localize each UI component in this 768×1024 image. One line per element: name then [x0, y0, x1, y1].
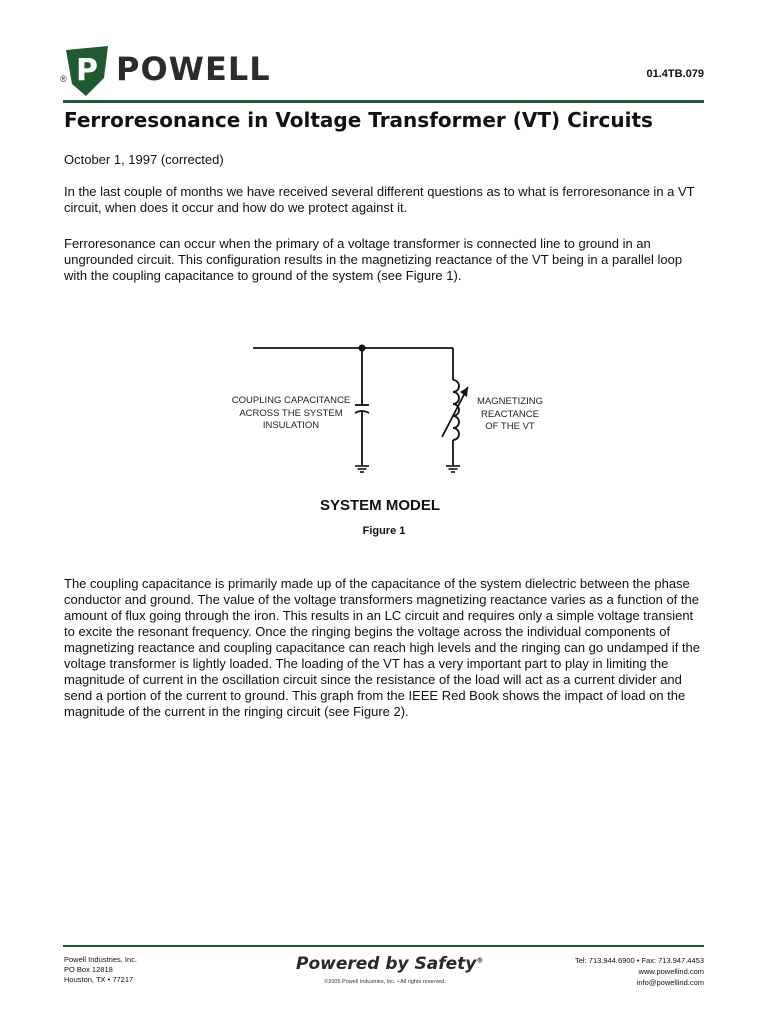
copyright: ©2005 Powell Industries, Inc. • All rights reserved.	[324, 979, 446, 985]
header-divider	[63, 100, 704, 103]
po-box: PO Box 12818	[64, 965, 113, 974]
reactance-label-line: MAGNETIZING	[477, 396, 543, 407]
coupling-capacitance-label	[228, 395, 354, 433]
reactance-label-line: REACTANCE	[481, 408, 539, 420]
page-title: Ferroresonance in Voltage Transformer (VT) Circuits	[64, 108, 653, 132]
capacitance-label-line: COUPLING CAPACITANCE	[231, 395, 351, 406]
system-model-circuit-diagram	[0, 330, 768, 490]
slogan-text: Powered by Safety	[296, 954, 477, 974]
magnetizing-reactance-label	[472, 396, 548, 434]
registered-mark: ®	[60, 74, 67, 84]
logo-wordmark: POWELL	[116, 50, 271, 88]
ground-icon	[355, 466, 369, 472]
tel-fax: Tel: 713.944.6900 • Fax: 713.947.4453	[575, 956, 704, 965]
powell-logo-mark-icon	[62, 44, 116, 98]
system-model-title: SYSTEM MODEL	[319, 497, 440, 514]
document-number: 01.4TB.079	[646, 68, 704, 80]
logo-mark-letter: P	[76, 53, 98, 88]
email-link[interactable]: info@powellind.com	[636, 978, 704, 987]
city-line: Houston, TX • 77217	[64, 975, 134, 984]
footer-contact	[575, 955, 704, 988]
ground-icon	[446, 466, 460, 472]
capacitance-label-line: INSULATION	[262, 420, 320, 431]
footer-divider	[63, 945, 704, 947]
footer-address	[64, 955, 137, 985]
company-name: Powell Industries, Inc.	[64, 955, 137, 964]
capacitance-label-line: ACROSS THE SYSTEM	[239, 407, 343, 419]
paragraph-coupling-capacitance: The coupling capacitance is primarily made up of the capacitance of the system dielectric between the phase conductor and ground. The value of the voltage transformers magnetizing reactance varies as a function of the amount of flux going through the iron. This results in an LC circuit and requires only a simple voltage transient to excite the resonant frequency. Once the ringing begins the voltage across the individual components of magnetizing reactance and coupling capacitance can reach high levels and the ringing can go undamped if the voltage transformer is lightly loaded. The loading of the VT has a very important part to play in limiting the magnitude of current in the oscillation circuit since the resistance of the load will act as a current divider and send a portion of the current to ground. This graph from the IEEE Red Book shows the impact of load on the magnitude of the current in the ringing circuit (see Figure 2).	[64, 576, 700, 719]
junction-node	[359, 345, 366, 352]
website-link[interactable]: www.powellind.com	[638, 967, 704, 976]
paragraph-intro: In the last couple of months we have received several different questions as to what is ferroresonance in a VT circuit, when does it occur and how do we protect against it.	[64, 184, 695, 215]
document-date: October 1, 1997 (corrected)	[64, 152, 224, 167]
slogan-registered-mark: ®	[476, 956, 484, 965]
figure-caption: Figure 1	[362, 525, 406, 537]
paragraph-configuration: Ferroresonance can occur when the primary of a voltage transformer is connected line to ground in an ungrounded circuit. This configuration results in the magnetizing reactance of the VT being in a parallel loop with the coupling capacitance to ground of the system (see Figure 1).	[64, 236, 683, 283]
slogan	[296, 954, 484, 974]
reactance-label-line: OF THE VT	[485, 421, 535, 432]
